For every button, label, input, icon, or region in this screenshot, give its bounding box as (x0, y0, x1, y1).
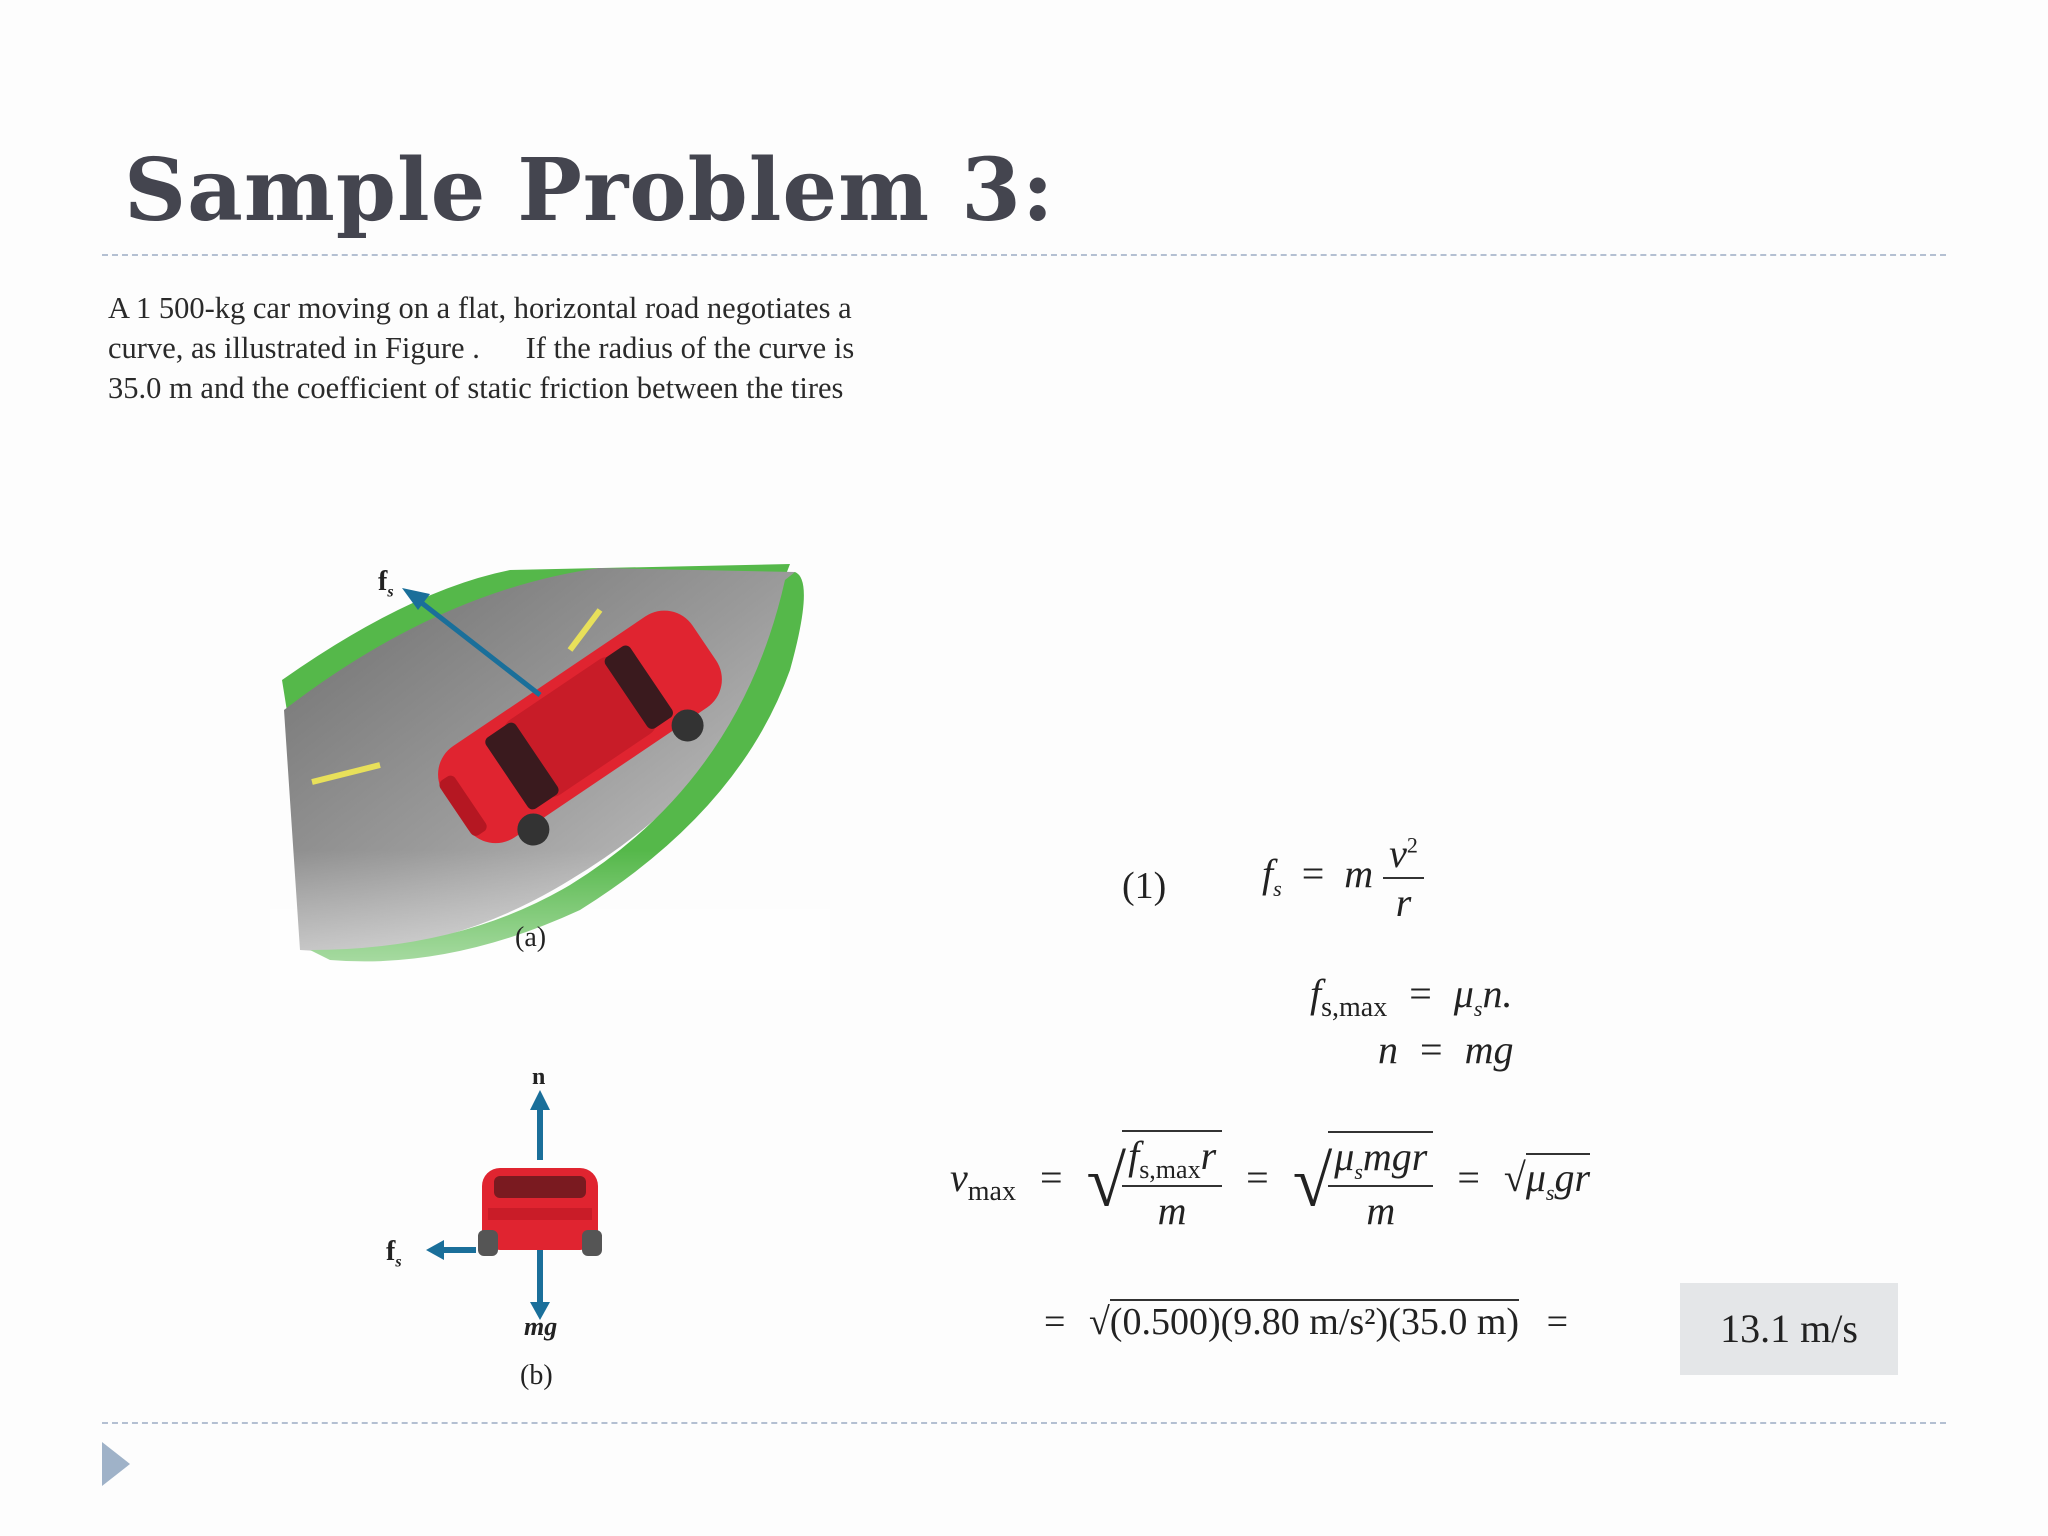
figure-b-weight-label: mg (524, 1312, 558, 1341)
figure-b-friction-label: $f_s$ (386, 1236, 402, 1271)
vmax-equation: $v_{max}$ = √ $\frac{f_{s,max}r}{m}$ = √ $\frac{\mu_smgr}{m}$ = $√\mu_sgr$ (950, 1130, 1590, 1234)
figure-b-caption: (b) (520, 1360, 553, 1391)
problem-line-1: A 1 500-kg car moving on a flat, horizontal road negotiates a (108, 291, 852, 325)
problem-line-2: curve, as illustrated in Figure . If the radius of the curve is (108, 331, 855, 365)
figure-a-force-label: $f_s$ (378, 566, 394, 601)
answer-box: 13.1 m/s (1680, 1283, 1898, 1375)
eq1-number: (1) (1122, 865, 1167, 907)
eq3: n = mg (1378, 1027, 1514, 1072)
problem-statement (108, 288, 980, 408)
figure-b-normal-label: n (532, 1064, 546, 1090)
numeric-equation: = √(0.500)(9.80 m/s²)(35.0 m) = (1044, 1301, 1569, 1343)
footer-divider (102, 1422, 1946, 1424)
eq1: $f_s = m$ $\frac{v^2}{r}$ (1262, 830, 1424, 926)
friction-arrowhead-b (426, 1240, 444, 1260)
figure-a-car-on-curve (270, 550, 1090, 1530)
title-divider (102, 254, 1946, 256)
next-slide-arrow-icon[interactable] (102, 1442, 130, 1486)
problem-line-3: 35.0 m and the coefficient of static friction between the tires (108, 371, 844, 405)
normal-arrowhead (530, 1090, 550, 1110)
eq2: $f_{s,max} = \mu_sn$. (1310, 971, 1513, 1023)
figure-a-caption: (a) (515, 922, 547, 953)
slide-title: Sample Problem 3: (124, 140, 1055, 241)
